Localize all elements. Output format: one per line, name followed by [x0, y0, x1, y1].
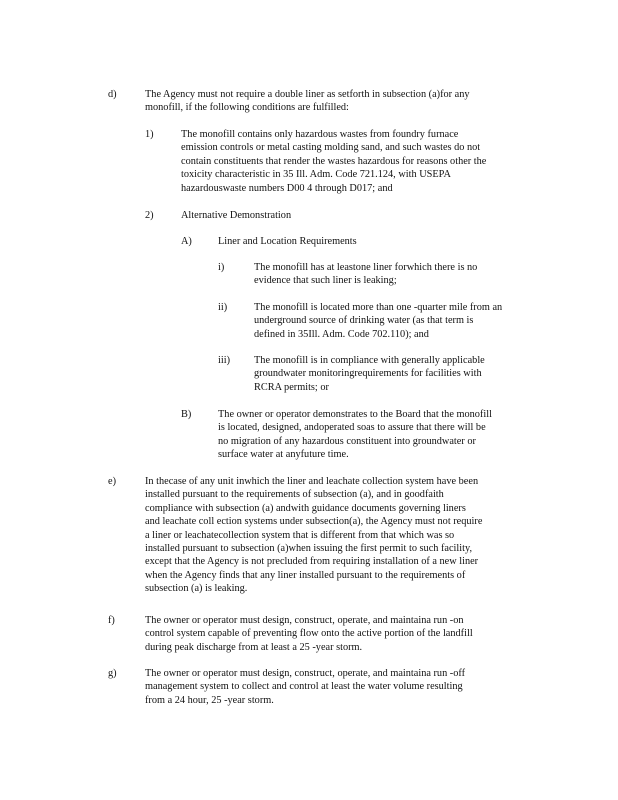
text-line: The monofill contains only hazardous wastes from foundry furnace: [181, 129, 459, 140]
subparagraph-heading: [218, 235, 518, 248]
text-line: The monofill is in compliance with generally applicable: [254, 355, 485, 366]
text-line: except that the Agency is not precluded from requiring installation of a new liner: [145, 556, 479, 568]
text-line: The owner or operator demonstrates to the Board that the monofill: [218, 409, 492, 420]
text-line: is located, designed, andoperated soas to assure that there will be: [218, 422, 486, 434]
subsection-label: e): [108, 476, 116, 487]
paragraph-label: 1): [145, 129, 154, 140]
subsection-label: d): [108, 89, 117, 100]
text-line: and leachate coll ection systems under subsection(a), the Agency must not require: [145, 516, 483, 528]
text-line: evidence that such liner is leaking;: [254, 275, 397, 287]
subparagraph-text: [218, 408, 530, 462]
subsection-text: [145, 475, 532, 596]
text-line: installed pursuant to the requirements of subsection (a), and in goodfaith: [145, 489, 444, 501]
subdivision-text: [254, 261, 514, 288]
text-line: control system capable of preventing flow onto the active portion of the landfill: [145, 628, 473, 640]
paragraph-heading: [181, 209, 481, 222]
subsection-label: g): [108, 668, 117, 679]
text-line: from a 24 hour, 25 -year storm.: [145, 694, 274, 706]
text-line: compliance with subsection (a) andwith guidance documents governing liners: [145, 502, 466, 514]
subsection-label: f): [108, 615, 115, 626]
subdivision-label: ii): [218, 302, 228, 313]
text-line: a liner or leachatecollection system that is different from that which was so: [145, 529, 455, 541]
text-line: contain constituents that render the wastes hazardous for reasons other the: [181, 155, 487, 167]
paragraph-text: [181, 128, 537, 195]
text-line: toxicity characteristic in 35 Ill. Adm. Code 721.124, with USEPA: [181, 169, 451, 181]
text-line: management system to collect and control at least the water volume resulting: [145, 681, 463, 693]
subparagraph-label: A): [181, 236, 192, 247]
text-line: The monofill has at leastone liner forwhich there is no: [254, 262, 478, 273]
text-line: The monofill is located more than one -quarter mile from an: [254, 302, 503, 313]
text-line: underground source of drinking water (as that term is: [254, 315, 474, 327]
subsection-text: [145, 88, 522, 115]
text-line: when the Agency finds that any liner installed pursuant to the requirements of: [145, 569, 466, 581]
subdivision-text: [254, 354, 517, 394]
text-line: The Agency must not require a double liner as setforth in subsection (a)for any: [145, 89, 470, 100]
subdivision-label: iii): [218, 355, 231, 366]
subparagraph-label: B): [181, 409, 192, 420]
text-line: surface water at anyfuture time.: [218, 449, 349, 461]
text-line: The owner or operator must design, construct, operate, and maintaina run -on: [145, 615, 464, 626]
text-line: Alternative Demonstration: [181, 210, 292, 221]
text-line: no migration of any hazardous constituent into groundwater or: [218, 435, 476, 447]
text-line: subsection (a) is leaking.: [145, 583, 248, 595]
paragraph-label: 2): [145, 210, 154, 221]
text-line: emission controls or metal casting molding sand, and such wastes do not: [181, 142, 481, 154]
text-line: defined in 35Ill. Adm. Code 702.110); and: [254, 328, 429, 340]
text-line: The owner or operator must design, construct, operate, and maintaina run -off: [145, 668, 466, 679]
text-line: RCRA permits; or: [254, 381, 329, 393]
text-line: In thecase of any unit inwhich the liner and leachate collection system have been: [145, 476, 479, 487]
text-line: monofill, if the following conditions are fulfilled:: [145, 102, 349, 114]
subsection-text: [145, 667, 516, 707]
subsection-text: [145, 614, 528, 654]
text-line: Liner and Location Requirements: [218, 236, 357, 247]
text-line: installed pursuant to subsection (a)when issuing the first permit to such facility,: [145, 543, 473, 555]
subdivision-text: [254, 301, 539, 341]
text-line: during peak discharge from at least a 25 -year storm.: [145, 641, 363, 653]
text-line: hazardouswaste numbers D00 4 through D017; and: [181, 182, 393, 194]
text-line: groundwater monitoringrequirements for facilities with: [254, 368, 482, 380]
subdivision-label: i): [218, 262, 225, 273]
